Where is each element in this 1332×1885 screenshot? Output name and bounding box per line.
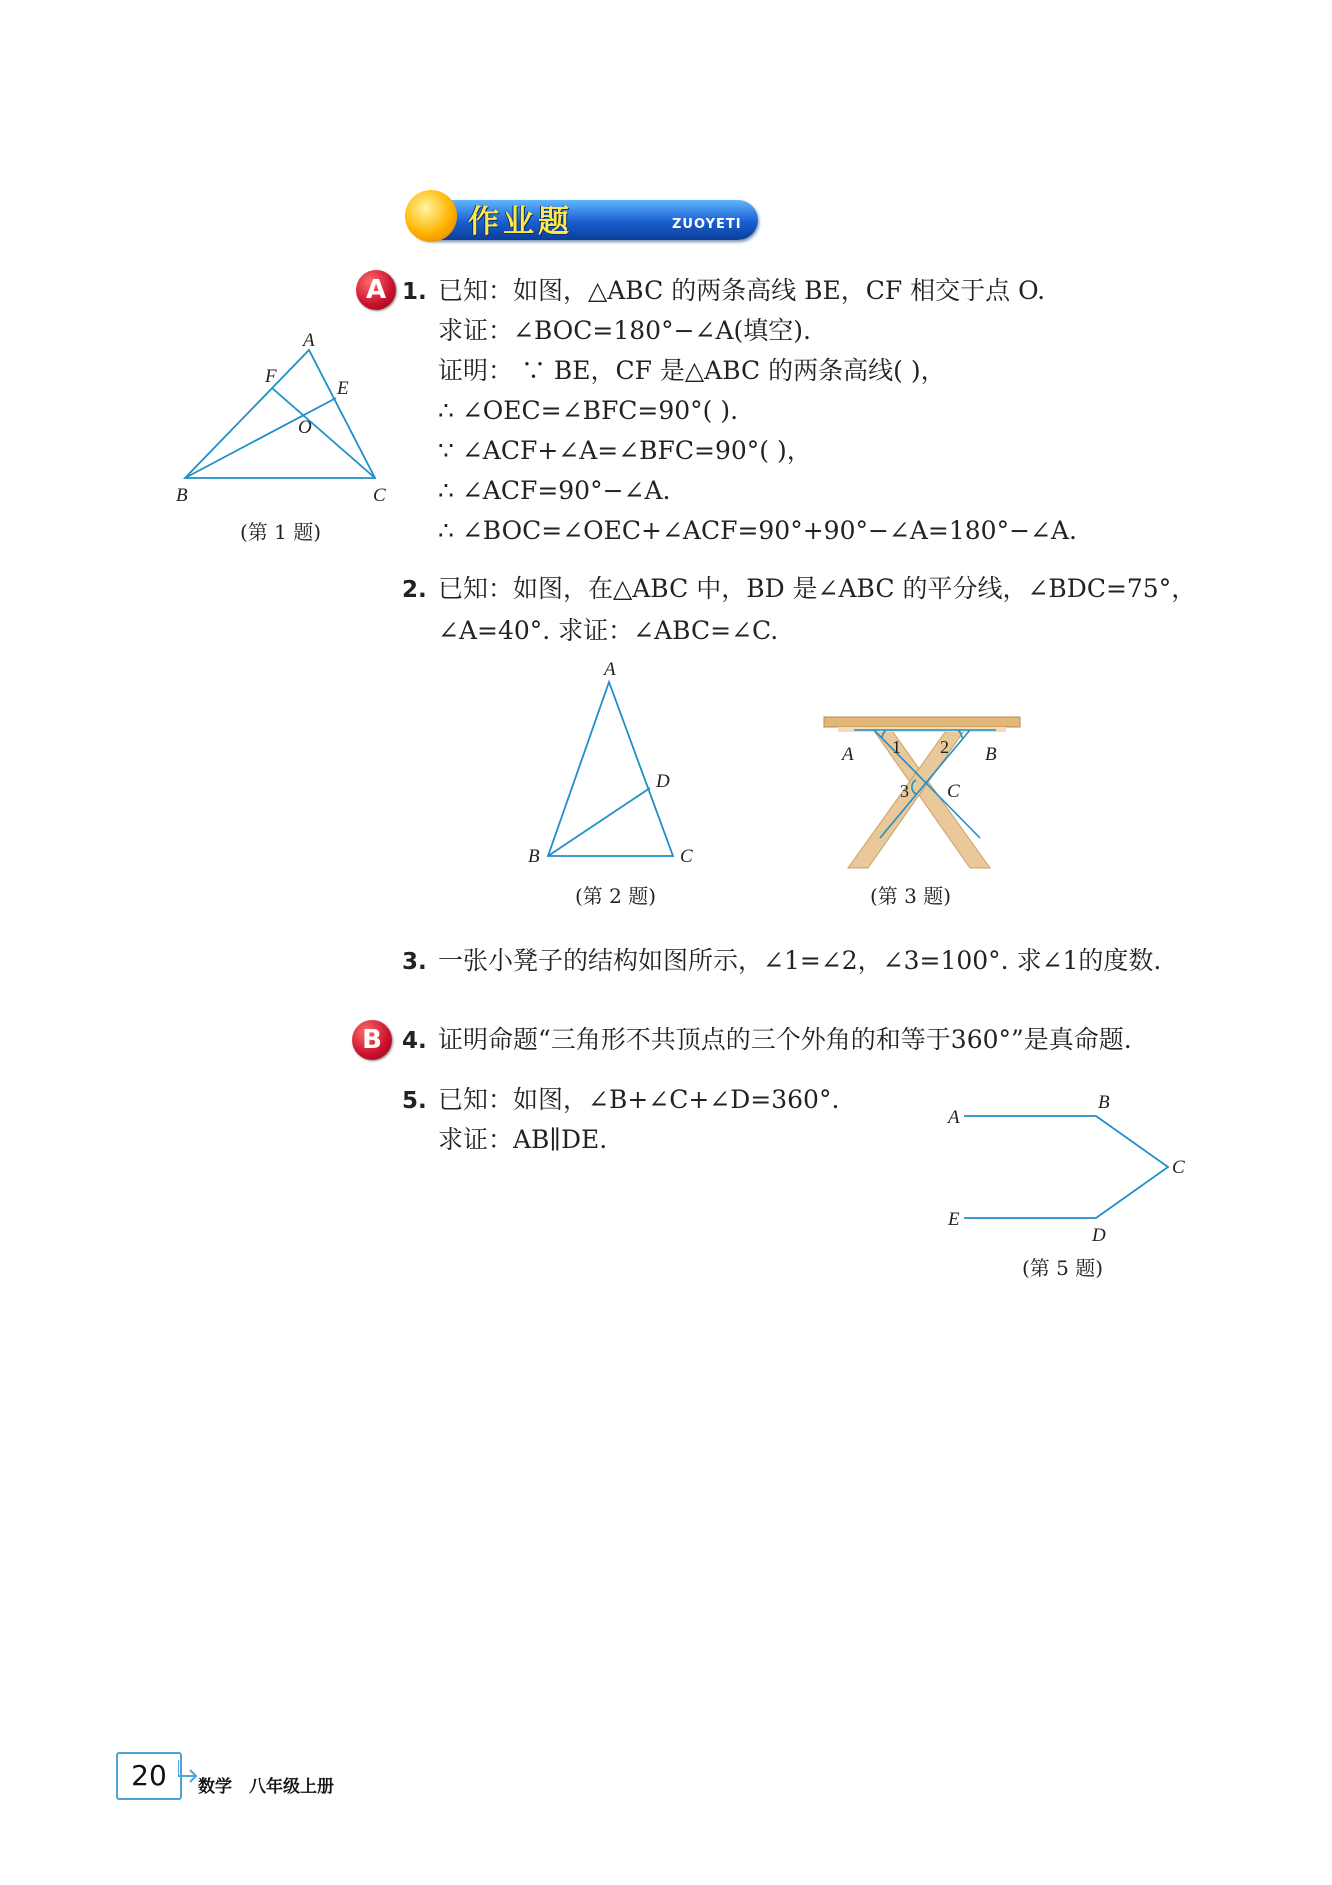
problem-3 xyxy=(402,946,427,977)
figure-3-caption: (第 3 题) xyxy=(870,884,952,908)
fig1-label-a: A xyxy=(303,330,315,351)
fig5-label-a: A xyxy=(948,1107,960,1128)
problem-3-number: 3. xyxy=(402,949,427,975)
triangle-abc xyxy=(185,350,375,478)
problem-4-text: 证明命题“三角形不共顶点的三个外角的和等于360°”是真命题. xyxy=(438,1025,1132,1054)
figure-3 xyxy=(820,710,1035,875)
polyline-abcde xyxy=(964,1116,1168,1218)
fig5-label-d: D xyxy=(1092,1225,1106,1246)
stool-leg-left xyxy=(872,728,990,868)
page-number: 20 xyxy=(116,1752,182,1800)
problem-1-step-5: ∴ ∠BOC=∠OEC+∠ACF=90°+90°−∠A=180°−∠A. xyxy=(438,516,1077,545)
fig1-label-f: F xyxy=(265,366,277,387)
problem-5-prove: 求证：AB∥DE. xyxy=(438,1125,608,1154)
figure-2-caption: (第 2 题) xyxy=(575,884,657,908)
problem-1 xyxy=(402,276,427,307)
fig1-label-e: E xyxy=(337,378,349,399)
problem-1-step-1: 证明： ∵ BE，CF 是△ABC 的两条高线( )， xyxy=(438,356,946,385)
fig5-label-c: C xyxy=(1172,1157,1185,1178)
fig2-label-c: C xyxy=(680,846,693,867)
fig2-label-a: A xyxy=(604,659,616,680)
figure-5-caption: (第 5 题) xyxy=(1022,1256,1104,1280)
fig1-label-c: C xyxy=(373,485,386,506)
book-title: 数学 八年级上册 xyxy=(198,1777,334,1797)
fig3-label-b: B xyxy=(985,744,997,765)
triangle-abc xyxy=(548,682,673,856)
sun-icon xyxy=(405,190,457,242)
figure-1-caption: (第 1 题) xyxy=(240,520,322,544)
fig3-label-a: A xyxy=(842,744,854,765)
problem-2-line-1: 已知：如图，在△ABC 中，BD 是∠ABC 的平分线，∠BDC=75°， xyxy=(438,574,1197,603)
figure-5 xyxy=(940,1090,1190,1250)
problem-2-number: 2. xyxy=(402,577,427,603)
problem-5-given: 已知：如图，∠B+∠C+∠D=360°. xyxy=(438,1085,840,1114)
level-b-badge: B xyxy=(352,1020,392,1060)
fig5-label-e: E xyxy=(948,1209,960,1230)
section-title: 作业题 xyxy=(468,204,573,240)
fig3-label-3: 3 xyxy=(900,781,909,801)
problem-1-step-4: ∴ ∠ACF=90°−∠A. xyxy=(438,476,671,505)
problem-5-number: 5. xyxy=(402,1088,427,1114)
problem-2 xyxy=(402,574,427,605)
problem-1-given: 已知：如图，△ABC 的两条高线 BE，CF 相交于点 O. xyxy=(438,276,1046,305)
section-subtitle: ZUOYETI xyxy=(672,217,742,232)
problem-2-line-2: ∠A=40°. 求证：∠ABC=∠C. xyxy=(438,616,779,645)
figure-1 xyxy=(170,330,410,510)
problem-4 xyxy=(402,1025,427,1056)
problem-1-prove: 求证：∠BOC=180°−∠A(填空). xyxy=(438,316,811,345)
problem-1-number: 1. xyxy=(402,279,427,305)
bisector-bd xyxy=(548,788,650,856)
fig5-label-b: B xyxy=(1098,1092,1110,1113)
fig3-label-c: C xyxy=(947,781,960,802)
fig3-label-1: 1 xyxy=(892,737,901,757)
fig1-label-b: B xyxy=(176,485,188,506)
problem-5 xyxy=(402,1085,427,1116)
level-a-badge: A xyxy=(356,270,396,310)
figure-2 xyxy=(520,655,710,870)
problem-1-step-2: ∴ ∠OEC=∠BFC=90°( ). xyxy=(438,396,739,425)
altitude-cf xyxy=(272,388,375,478)
stool-top xyxy=(824,717,1020,727)
problem-1-step-3: ∵ ∠ACF+∠A=∠BFC=90°( )， xyxy=(438,436,812,465)
problem-3-text: 一张小凳子的结构如图所示，∠1=∠2，∠3=100°. 求∠1的度数. xyxy=(438,946,1162,975)
fig2-label-d: D xyxy=(656,771,670,792)
page-tab-icon xyxy=(178,1758,200,1794)
problem-4-number: 4. xyxy=(402,1028,427,1054)
altitude-be xyxy=(185,398,336,478)
fig2-label-b: B xyxy=(528,846,540,867)
fig3-label-2: 2 xyxy=(940,737,949,757)
fig1-label-o: O xyxy=(298,417,312,438)
